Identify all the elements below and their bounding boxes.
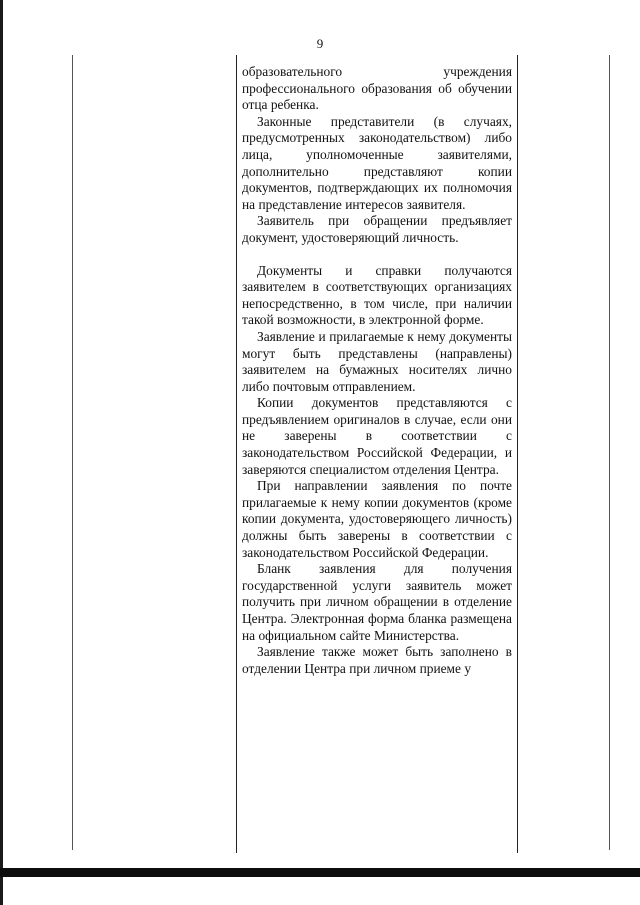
paragraph-submission-methods: Заявление и прилагаемые к нему документы могут быть представлены (направлены) заявителем на бумажных носителях лично либо почтовым отправлением.: [242, 328, 512, 394]
table-border-outer-left: [72, 55, 73, 850]
scan-edge-left: [0, 0, 3, 905]
paragraph-filled-at-center: Заявление также может быть заполнено в отделении Центра при личном приеме у: [242, 644, 512, 676]
scan-edge-bottom: [0, 868, 640, 877]
table-cell-text-column: [242, 64, 512, 677]
table-border-inner-left: [236, 55, 237, 853]
paragraph-identity-document: Заявитель при обращении предъявляет документ, удостоверяющий личность.: [242, 213, 512, 245]
paragraph-legal-representatives: Законные представители (в случаях, предусмотренных законодательством) либо лица, уполномоченные заявителями, дополнительно представляют копии документов, подтверждающих их полномочия на представление интересов заявителя.: [242, 113, 512, 212]
paragraph-copies-originals: Копии документов представляются с предъявлением оригиналов в случае, если они не заверены в соответствии с законодательством Российской Федерации, и заверяются специалистом отделения Центра.: [242, 395, 512, 477]
paragraph-application-form: Бланк заявления для получения государственной услуги заявитель может получить при личном обращении в отделение Центра. Электронная форма бланка размещена на официальном сайте Министерства.: [242, 561, 512, 643]
paragraph-documents-obtained: Документы и справки получаются заявителем в соответствующих организациях непосредственно, в том числе, при наличии такой возможности, в электронной форме.: [242, 262, 512, 328]
paragraph-continuation: образовательного учреждения профессионального образования об обучении отца ребенка.: [242, 64, 512, 113]
table-border-outer-right: [609, 55, 610, 850]
page-number: 9: [316, 36, 324, 51]
paragraph-postal-submission: При направлении заявления по почте прилагаемые к нему копии документов (кроме копии документа, удостоверяющего личность) должны быть заверены в соответствии с законодательством Российской Федерации.: [242, 478, 512, 560]
table-border-inner-right: [517, 55, 518, 853]
